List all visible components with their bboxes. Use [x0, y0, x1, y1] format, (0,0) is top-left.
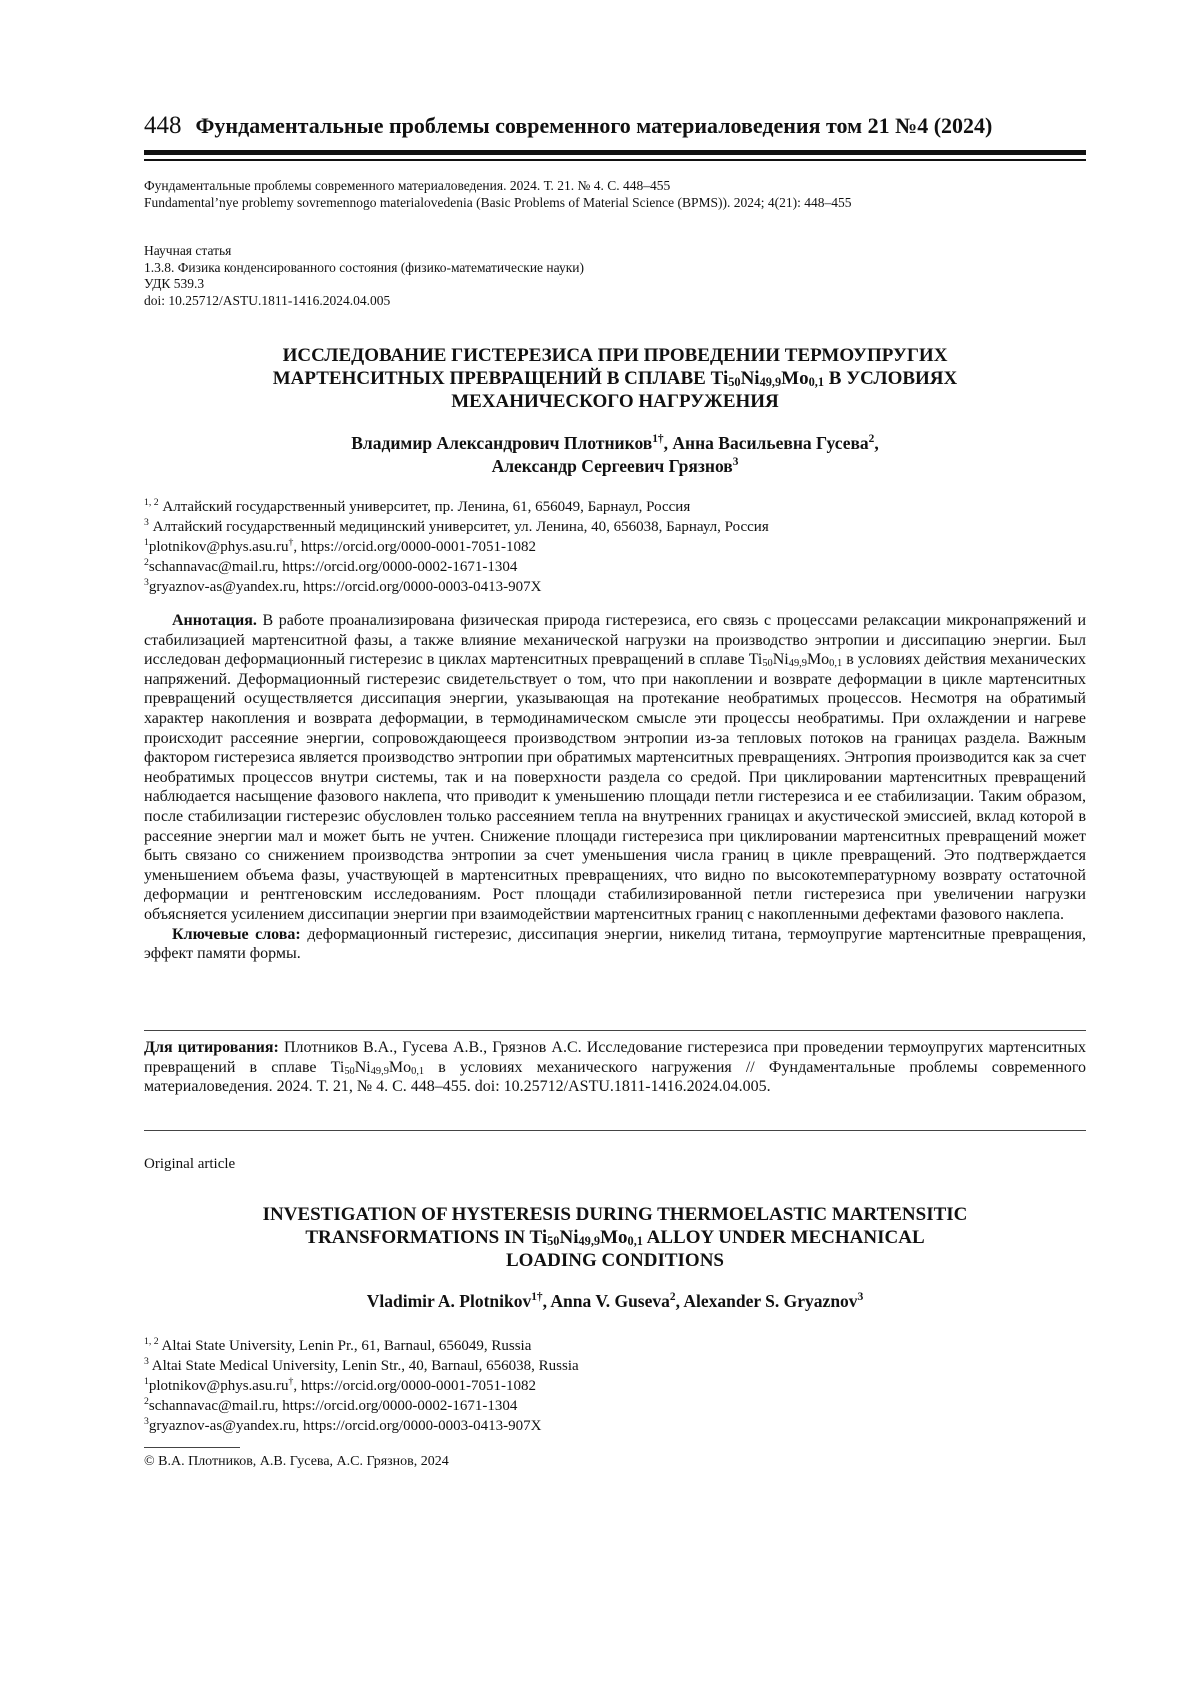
footnote-rule — [144, 1447, 240, 1448]
affiliation-3: $^3$ Алтайский государственный медицинский университет, ул. Ленина, 40, 656038, Барнаул, Россия — [144, 517, 769, 535]
alloy-formula: $Ti_{50}Ni_{49,9}Mo_{0,1}$ — [748, 651, 843, 670]
authors-en: Vladimir A. Plotnikov$^{1\dagger}$, Anna V. Guseva$^2$, Alexander S. Gryaznov$^3$ — [366, 1291, 864, 1311]
article-udk: УДК 539.3 — [144, 276, 205, 291]
affiliation-en-1-2: $^{1, 2}$ Altai State University, Lenin Pr., 61, Barnaul, 656049, Russia — [144, 1336, 532, 1354]
author-2: Анна Васильевна Гусева — [672, 433, 869, 453]
abstract-text: Аннотация. В работе проанализирована физическая природа гистерезиса, его связь с процессами релаксации микронапряжений и стабилизацией мартенситной фазы, а также влияние механической нагрузки на производство энтропии и диссипацию энергии. Был исследован деформационный гистерезис в циклах мартенситных превращений в сплаве $Ti_{50}Ni_{49,9}Mo_{0,1}$ в условиях действия механических напряжений. Деформационный гистерезис свидетельствует о том, что при накоплении и возврате деформации в цикле мартенситных превращений осуществляется диссипация энергии, указывающая на протекание необратимых процессов. Несмотря на обратимый характер накопления и возврата деформации, в термодинамическом смысле эти процессы необратимы. При охлаждении и нагреве происходит рассеяние энергии, сопровождающееся производством энтропии из-за тепловых потоков на границах раздела. Важным фактором гистерезиса является производство энтропии при обратимых мартенситных превращениях. Энтропия производится как за счет необратимых процессов внутри системы, так и на поверхности раздела со средой. При циклировании мартенситных превращений наблюдается насыщение фазового наклепа, что приводит к уменьшению площади петли гистерезиса и ее стабилизации. Таким образом, после стабилизации гистерезис обусловлен только рассеянием тепла на внутренних границах и акустической эмиссией, вклад которой в рассеяние энергии мал и может быть не учтен. Снижение площади гистерезиса при циклировании мартенситных превращений может быть связано со снижением производства энтропии за счет уменьшения числа границ в цикле превращений. Это подтверждается уменьшением объема фазы, участвующей в мартенситных превращениях, что видно по высокотемпературному возврату остаточной деформации и рентгеновским исследованиям. Рост площади стабилизированной петли гистерезиса при увеличении нагрузки объясняется усилением диссипации энергии при взаимодействии мартенситных границ с накопленными дефектами фазового наклепа. — [144, 612, 1086, 923]
citation-line-en: Fundamental’nye problemy sovremennogo materialovedenia (Basic Problems of Material Science (BPMS)). 2024; 4(21): 448–455 — [144, 194, 852, 210]
title-ru-line-3: МЕХАНИЧЕСКОГО НАГРУЖЕНИЯ — [451, 391, 779, 412]
abstract — [144, 611, 1086, 964]
copyright: © В.А. Плотников, А.В. Гусева, А.С. Грязнов, 2024 — [144, 1454, 449, 1469]
divider-2 — [144, 1130, 1086, 1131]
article-type: Научная статья — [144, 243, 232, 258]
alloy-formula: $Ti_{50}Ni_{49,9}Mo_{0,1}$ — [330, 1058, 425, 1077]
author-en-1: Vladimir A. Plotnikov — [366, 1291, 532, 1311]
affiliations-ru — [144, 497, 1086, 597]
title-en-line-2: TRANSFORMATIONS IN $Ti_{50}Ni_{49,9}Mo_{0,1}$ ALLOY UNDER MECHANICAL — [305, 1227, 925, 1248]
email-en-3: $^3$gryaznov-as@yandex.ru, https://orcid.org/0000-0003-0413-907X — [144, 1416, 542, 1434]
alloy-formula: $Ti_{50}Ni_{49,9}Mo_{0,1}$ — [529, 1227, 643, 1248]
email-2: $^2$schannavac@mail.ru, https://orcid.org/0000-0002-1671-1304 — [144, 557, 518, 575]
alloy-formula: $Ti_{50}Ni_{49,9}Mo_{0,1}$ — [710, 368, 825, 389]
article-doi: doi: 10.25712/ASTU.1811-1416.2024.04.005 — [144, 292, 391, 308]
title-ru-line-1: ИССЛЕДОВАНИЕ ГИСТЕРЕЗИСА ПРИ ПРОВЕДЕНИИ ТЕРМОУПРУГИХ — [282, 345, 948, 366]
keywords-label: Ключевые слова: — [172, 925, 301, 943]
citation-lines — [144, 178, 1086, 211]
page-number: 448 — [144, 112, 182, 139]
title-en-line-1: INVESTIGATION OF HYSTERESIS DURING THERMOELASTIC MARTENSITIC — [262, 1204, 968, 1225]
article-meta — [144, 243, 1086, 309]
email-en-1: $^1$plotnikov@phys.asu.ru†, https://orcid.org/0000-0001-7051-1082 — [144, 1376, 537, 1394]
author-en-2: Anna V. Guseva — [550, 1291, 670, 1311]
authors-ru: Владимир Александрович Плотников$^{1\dagger}$, Анна Васильевна Гусева$^2$, Александр Сергеевич Грязнов$^3$ — [351, 433, 879, 476]
email-3: $^3$gryaznov-as@yandex.ru, https://orcid.org/0000-0003-0413-907X — [144, 577, 542, 595]
divider-1 — [144, 1030, 1086, 1031]
cite-label: Для цитирования: — [144, 1039, 279, 1056]
email-1: $^1$plotnikov@phys.asu.ru†, https://orcid.org/0000-0001-7051-1082 — [144, 537, 537, 555]
abstract-label: Аннотация. — [172, 612, 257, 629]
article-specialty: 1.3.8. Физика конденсированного состояния (физико-математические науки) — [144, 259, 584, 275]
journal-title: Фундаментальные проблемы современного материаловедения том 21 №4 (2024) — [195, 113, 993, 138]
author-en-3: Alexander S. Gryaznov — [683, 1291, 858, 1311]
email-en-2: $^2$schannavac@mail.ru, https://orcid.org/0000-0002-1671-1304 — [144, 1396, 518, 1414]
title-ru-line-2: МАРТЕНСИТНЫХ ПРЕВРАЩЕНИЙ В СПЛАВЕ $Ti_{50}Ni_{49,9}Mo_{0,1}$ В УСЛОВИЯХ — [272, 368, 958, 389]
header-rule-thick — [144, 150, 1086, 155]
affiliation-en-3: $^3$ Altai State Medical University, Lenin Str., 40, Barnaul, 656038, Russia — [144, 1356, 579, 1374]
en-article-type: Original article — [144, 1156, 236, 1172]
keywords: Ключевые слова: деформационный гистерезис, диссипация энергии, никелид титана, термоупругие мартенситные превращения, эффект памяти формы. — [144, 925, 1087, 963]
affiliation-1-2: $^{1, 2}$ Алтайский государственный университет, пр. Ленина, 61, 656049, Барнаул, Россия — [144, 497, 691, 515]
title-en-line-3: LOADING CONDITIONS — [505, 1250, 724, 1271]
citation-line-ru: Фундаментальные проблемы современного материаловедения. 2024. Т. 21. № 4. С. 448–455 — [144, 178, 671, 193]
page-header — [144, 112, 1086, 140]
cite-ru: Для цитирования: Плотников В.А., Гусева А.В., Грязнов А.С. Исследование гистерезиса при проведении термоупругих мартенситных превращений в сплаве $Ti_{50}Ni_{49,9}Mo_{0,1}$ в условиях механического нагружения // Фундаментальные проблемы современного материаловедения. 2024. Т. 21, № 4. С. 448–455. doi: 10.25712/ASTU.1811-1416.2024.04.005. — [144, 1039, 1087, 1096]
title-ru — [144, 344, 1086, 413]
title-en — [144, 1203, 1086, 1272]
affiliations-en — [144, 1336, 1086, 1436]
author-1: Владимир Александрович Плотников — [351, 433, 653, 453]
header-rule-thin — [144, 159, 1086, 161]
author-3: Александр Сергеевич Грязнов — [491, 456, 733, 476]
